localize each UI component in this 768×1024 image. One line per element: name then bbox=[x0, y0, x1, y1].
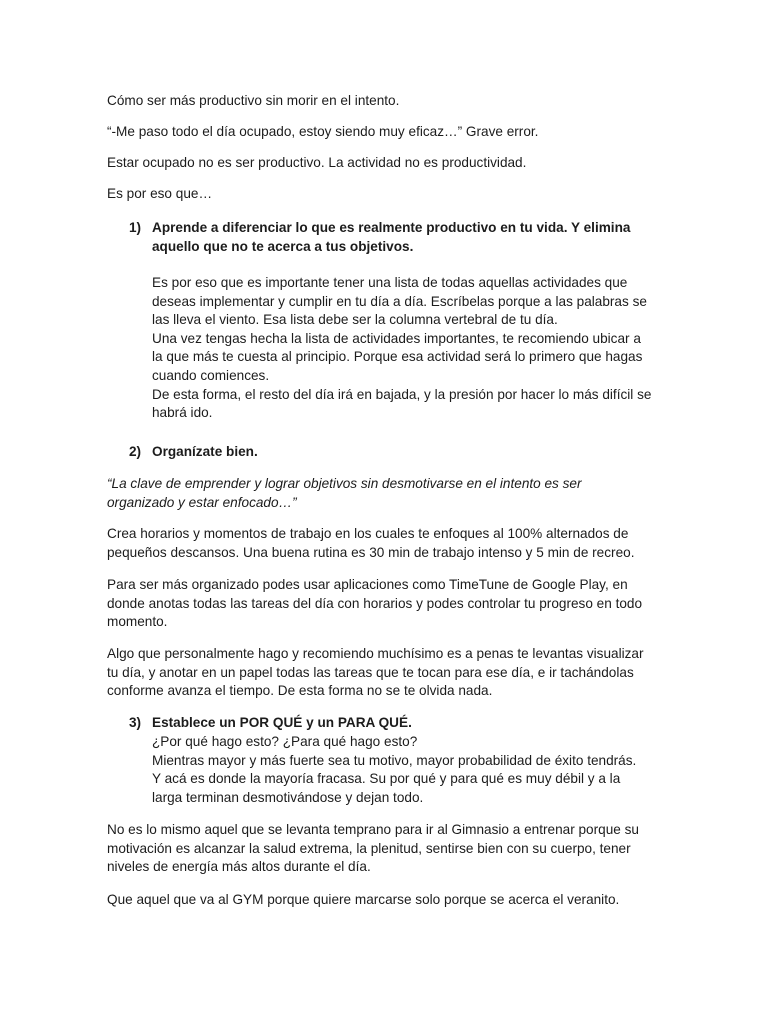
paragraph-line: motivación es alcanzar la salud extrema, la plenitud, sentirse bien con su cuerpo, tener bbox=[107, 840, 631, 856]
paragraph-personal-habit bbox=[107, 645, 644, 701]
list-item-1-body-line: habrá ido. bbox=[152, 405, 213, 421]
list-item-1-heading-line: Aprende a diferenciar lo que es realmente productivo en tu vida. Y elimina bbox=[152, 220, 631, 235]
paragraph-line: donde anotas todas las tareas del día con horarios y podes controlar tu progreso en todo bbox=[107, 595, 643, 611]
list-item-3-body-line: Y acá es donde la mayoría fracasa. Su por qué y para qué es muy débil y a la bbox=[152, 771, 621, 787]
list-item-3-body-line: larga terminan desmotivándose y dejan todo. bbox=[152, 789, 424, 805]
list-item-1-body-line: cuando comiences. bbox=[152, 367, 270, 383]
quote-line: “La clave de emprender y lograr objetivos sin desmotivarse en el intento es ser bbox=[107, 476, 582, 491]
paragraph-gym-motivation bbox=[107, 821, 639, 877]
paragraph-line: niveles de energía más altos durante el día. bbox=[107, 859, 371, 875]
list-item-1-body-line: las lleva el viento. Esa lista debe ser la columna vertebral de tu día. bbox=[152, 312, 558, 328]
list-number-1: 1) bbox=[129, 220, 142, 235]
paragraph-busy-not-productive: Estar ocupado no es ser productivo. La actividad no es productividad. bbox=[107, 155, 527, 170]
paragraph-line: No es lo mismo aquel que se levanta temprano para ir al Gimnasio a entrenar porque su bbox=[107, 822, 639, 837]
paragraph-line: Para ser más organizado podes usar aplicaciones como TimeTune de Google Play, en bbox=[107, 577, 628, 592]
paragraph-title: Cómo ser más productivo sin morir en el intento. bbox=[107, 93, 400, 108]
paragraph-line: Crea horarios y momentos de trabajo en los cuales te enfoques al 100% alternados de bbox=[107, 526, 629, 541]
list-item-3-body-line: ¿Por qué hago esto? ¿Para qué hago esto? bbox=[152, 734, 418, 749]
quote-block bbox=[107, 475, 582, 512]
paragraph-schedules bbox=[107, 525, 634, 562]
list-item-1-body-line: Es por eso que es importante tener una lista de todas aquellas actividades que bbox=[152, 275, 628, 290]
list-item-1-body-line: la que más te cuesta al principio. Porque esa actividad será lo primero que hagas bbox=[152, 349, 643, 365]
list-item-1-body-line: deseas implementar y cumplir en tu día a día. Escríbelas porque a las palabras se bbox=[152, 293, 647, 309]
list-item-1-body-line: Una vez tengas hecha la lista de actividades importantes, te recomiendo ubicar a bbox=[152, 330, 641, 346]
paragraph-gym-summer: Que aquel que va al GYM porque quiere marcarse solo porque se acerca el veranito. bbox=[107, 892, 620, 907]
paragraph-apps bbox=[107, 576, 642, 632]
list-item-1-body bbox=[152, 274, 651, 423]
list-item-3-body bbox=[152, 733, 636, 807]
list-item-1-heading bbox=[152, 219, 630, 256]
list-item-2-heading: Organízate bien. bbox=[152, 444, 258, 459]
list-number-3: 3) bbox=[129, 715, 142, 730]
list-item-1-body-line: De esta forma, el resto del día irá en bajada, y la presión por hacer lo más difícil se bbox=[152, 386, 652, 402]
paragraph-line: tu día, y anotar en un papel todas las tareas que te tocan para ese día, e ir tachándolas bbox=[107, 664, 634, 680]
paragraph-line: Algo que personalmente hago y recomiendo muchísimo es a penas te levantas visualizar bbox=[107, 646, 644, 661]
list-item-3-heading: Establece un POR QUÉ y un PARA QUÉ. bbox=[152, 715, 412, 730]
paragraph-intro: Es por eso que… bbox=[107, 186, 213, 201]
paragraph-line: momento. bbox=[107, 614, 168, 630]
list-item-1-heading-line: aquello que no te acerca a tus objetivos. bbox=[152, 238, 414, 254]
list-item-3-body-line: Mientras mayor y más fuerte sea tu motivo, mayor probabilidad de éxito tendrás. bbox=[152, 752, 637, 768]
paragraph-line: pequeños descansos. Una buena rutina es 30 min de trabajo intenso y 5 min de recreo. bbox=[107, 544, 635, 560]
quote-line: organizado y estar enfocado…” bbox=[107, 494, 297, 510]
paragraph-line: conforme avanza el tiempo. De esta forma no se te olvida nada. bbox=[107, 683, 493, 699]
list-number-2: 2) bbox=[129, 444, 142, 459]
paragraph-quote-busy: “-Me paso todo el día ocupado, estoy siendo muy eficaz…” Grave error. bbox=[107, 124, 539, 139]
